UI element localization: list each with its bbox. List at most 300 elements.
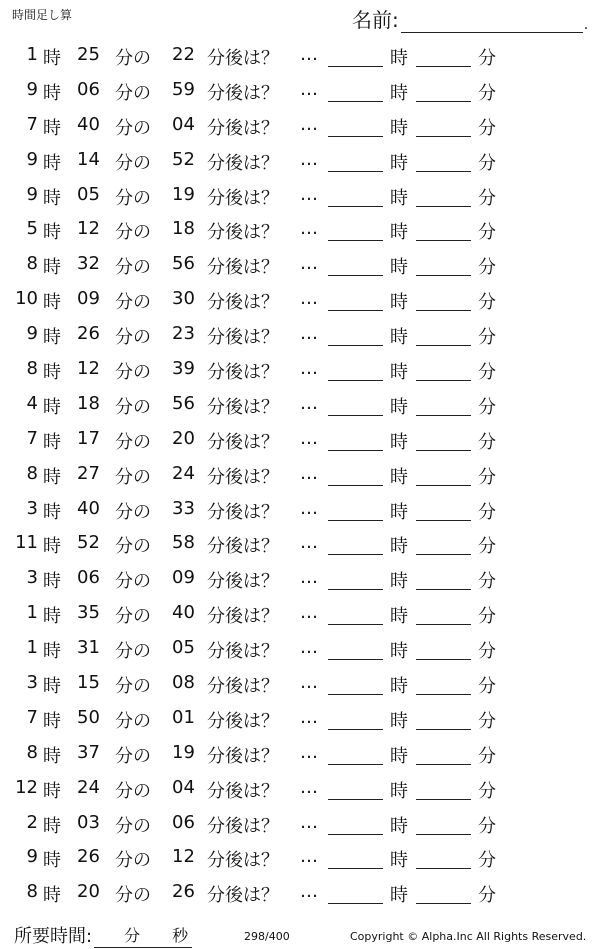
problem-minute: 09 [77, 288, 100, 310]
added-minutes: 52 [172, 148, 195, 170]
minutes-after-label: 分後は？ [207, 222, 279, 244]
answer-minute-blank[interactable] [416, 321, 471, 346]
problem-row [0, 668, 600, 703]
answer-hour-label: 時 [390, 676, 408, 698]
problem-minute: 05 [77, 183, 100, 205]
problem-row [0, 563, 600, 598]
answer-hour-label: 時 [390, 885, 408, 907]
problem-minute: 40 [77, 497, 100, 519]
answer-minute-blank[interactable] [416, 879, 471, 904]
added-minutes: 20 [172, 427, 195, 449]
added-minutes: 09 [172, 567, 195, 589]
minutes-after-label: 分後は？ [207, 710, 279, 732]
problem-hour: 1 [26, 602, 38, 624]
problem-minute: 37 [77, 741, 100, 763]
answer-hour-blank[interactable] [328, 670, 383, 695]
answer-minute-label: 分 [478, 710, 496, 732]
answer-hour-label: 時 [390, 222, 408, 244]
hour-label: 時 [43, 362, 61, 384]
minutes-after-label: 分後は？ [207, 501, 279, 523]
answer-hour-blank[interactable] [328, 600, 383, 625]
minutes-after-label: 分後は？ [207, 362, 279, 384]
problem-row [0, 877, 600, 912]
minutes-after-label: 分後は？ [207, 885, 279, 907]
minute-of-label: 分の [115, 641, 151, 663]
problem-minute: 40 [77, 113, 100, 135]
ellipsis: … [300, 776, 318, 798]
minutes-after-label: 分後は？ [207, 327, 279, 349]
problem-hour: 3 [26, 672, 38, 694]
answer-hour-blank[interactable] [328, 530, 383, 555]
answer-minute-label: 分 [478, 396, 496, 418]
minutes-after-label: 分後は？ [207, 780, 279, 802]
minutes-after-label: 分後は？ [207, 536, 279, 558]
minutes-after-label: 分後は？ [207, 431, 279, 453]
answer-hour-label: 時 [390, 152, 408, 174]
minute-of-label: 分の [115, 292, 151, 314]
problem-hour: 9 [26, 846, 38, 868]
added-minutes: 19 [172, 183, 195, 205]
minute-of-label: 分の [115, 676, 151, 698]
answer-minute-blank[interactable] [416, 565, 471, 590]
answer-hour-blank[interactable] [328, 112, 383, 137]
problem-hour: 1 [26, 44, 38, 65]
problem-hour: 8 [26, 358, 38, 380]
footer [0, 918, 600, 949]
added-minutes: 06 [172, 811, 195, 833]
answer-minute-label: 分 [478, 187, 496, 209]
minute-of-label: 分の [115, 257, 151, 279]
problem-minute: 18 [77, 392, 100, 414]
hour-label: 時 [43, 466, 61, 488]
ellipsis: … [300, 288, 318, 310]
answer-hour-label: 時 [390, 745, 408, 767]
answer-minute-label: 分 [478, 222, 496, 244]
problem-hour: 7 [26, 706, 38, 728]
hour-label: 時 [43, 641, 61, 663]
minutes-after-label: 分後は？ [207, 292, 279, 314]
minutes-after-label: 分後は？ [207, 745, 279, 767]
minutes-after-label: 分後は？ [207, 571, 279, 593]
problem-minute: 25 [77, 44, 100, 65]
problem-row [0, 75, 600, 110]
answer-minute-blank[interactable] [416, 112, 471, 137]
added-minutes: 59 [172, 78, 195, 100]
ellipsis: … [300, 218, 318, 240]
answer-hour-label: 時 [390, 82, 408, 104]
problem-hour: 9 [26, 78, 38, 100]
answer-minute-label: 分 [478, 48, 496, 69]
problem-minute: 27 [77, 462, 100, 484]
answer-hour-label: 時 [390, 431, 408, 453]
name-label: 名前: [352, 8, 399, 32]
ellipsis: … [300, 183, 318, 205]
minute-of-label: 分の [115, 48, 151, 69]
answer-hour-label: 時 [390, 396, 408, 418]
answer-minute-blank[interactable] [416, 775, 471, 800]
answer-hour-blank[interactable] [328, 705, 383, 730]
answer-minute-label: 分 [478, 82, 496, 104]
answer-hour-blank[interactable] [328, 42, 383, 67]
answer-minute-blank[interactable] [416, 77, 471, 102]
answer-hour-blank[interactable] [328, 147, 383, 172]
required-time-input-line[interactable] [94, 925, 192, 948]
hour-label: 時 [43, 187, 61, 209]
minute-of-label: 分の [115, 501, 151, 523]
answer-minute-label: 分 [478, 152, 496, 174]
minutes-after-label: 分後は？ [207, 257, 279, 279]
problem-minute: 06 [77, 78, 100, 100]
hour-label: 時 [43, 676, 61, 698]
ellipsis: … [300, 846, 318, 868]
problem-minute: 06 [77, 567, 100, 589]
copyright: Copyright © Alpha.Inc All Rights Reserved. [350, 930, 587, 943]
problem-row [0, 354, 600, 389]
worksheet-title: 時間足し算 [12, 8, 73, 22]
added-minutes: 56 [172, 253, 195, 275]
minute-of-label: 分の [115, 745, 151, 767]
ellipsis: … [300, 148, 318, 170]
answer-hour-label: 時 [390, 117, 408, 139]
added-minutes: 24 [172, 462, 195, 484]
problem-hour: 10 [15, 288, 38, 310]
answer-minute-label: 分 [478, 501, 496, 523]
added-minutes: 19 [172, 741, 195, 763]
problem-hour: 4 [26, 392, 38, 414]
problem-minute: 31 [77, 637, 100, 659]
answer-minute-blank[interactable] [416, 496, 471, 521]
minute-of-label: 分の [115, 466, 151, 488]
answer-minute-label: 分 [478, 292, 496, 314]
minute-of-label: 分の [115, 396, 151, 418]
answer-hour-label: 時 [390, 257, 408, 279]
ellipsis: … [300, 881, 318, 903]
added-minutes: 18 [172, 218, 195, 240]
problem-row [0, 214, 600, 249]
answer-hour-blank[interactable] [328, 356, 383, 381]
ellipsis: … [300, 253, 318, 275]
answer-minute-blank[interactable] [416, 740, 471, 765]
problem-row [0, 424, 600, 459]
answer-hour-blank[interactable] [328, 565, 383, 590]
answer-minute-label: 分 [478, 536, 496, 558]
problem-minute: 14 [77, 148, 100, 170]
answer-minute-label: 分 [478, 815, 496, 837]
name-field-area [352, 4, 588, 33]
answer-minute-label: 分 [478, 117, 496, 139]
problem-hour: 9 [26, 148, 38, 170]
minutes-after-label: 分後は？ [207, 641, 279, 663]
answer-minute-label: 分 [478, 257, 496, 279]
hour-label: 時 [43, 292, 61, 314]
hour-label: 時 [43, 82, 61, 104]
problem-row [0, 598, 600, 633]
problem-hour: 11 [15, 532, 38, 554]
problem-hour: 8 [26, 253, 38, 275]
added-minutes: 22 [172, 44, 195, 65]
ellipsis: … [300, 462, 318, 484]
answer-hour-label: 時 [390, 815, 408, 837]
hour-label: 時 [43, 710, 61, 732]
answer-minute-blank[interactable] [416, 705, 471, 730]
problem-minute: 26 [77, 323, 100, 345]
problem-minute: 12 [77, 218, 100, 240]
hour-label: 時 [43, 117, 61, 139]
answer-hour-blank[interactable] [328, 77, 383, 102]
hour-label: 時 [43, 396, 61, 418]
problem-row [0, 459, 600, 494]
answer-minute-blank[interactable] [416, 147, 471, 172]
answer-minute-blank[interactable] [416, 356, 471, 381]
problem-hour: 9 [26, 183, 38, 205]
answer-minute-label: 分 [478, 641, 496, 663]
problem-row [0, 494, 600, 529]
answer-minute-blank[interactable] [416, 461, 471, 486]
added-minutes: 12 [172, 846, 195, 868]
answer-hour-label: 時 [390, 362, 408, 384]
hour-label: 時 [43, 327, 61, 349]
minute-of-label: 分の [115, 780, 151, 802]
answer-hour-blank[interactable] [328, 391, 383, 416]
problem-hour: 2 [26, 811, 38, 833]
answer-minute-label: 分 [478, 606, 496, 628]
answer-hour-blank[interactable] [328, 844, 383, 869]
answer-minute-label: 分 [478, 571, 496, 593]
answer-hour-label: 時 [390, 327, 408, 349]
problem-hour: 7 [26, 113, 38, 135]
answer-minute-blank[interactable] [416, 182, 471, 207]
problem-row [0, 110, 600, 145]
answer-minute-blank[interactable] [416, 810, 471, 835]
minute-of-label: 分の [115, 117, 151, 139]
required-time [14, 922, 192, 948]
answer-minute-blank[interactable] [416, 42, 471, 67]
problem-hour: 7 [26, 427, 38, 449]
problem-minute: 17 [77, 427, 100, 449]
answer-minute-label: 分 [478, 676, 496, 698]
answer-minute-blank[interactable] [416, 530, 471, 555]
problem-minute: 52 [77, 532, 100, 554]
answer-minute-blank[interactable] [416, 670, 471, 695]
minutes-after-label: 分後は？ [207, 187, 279, 209]
problem-row [0, 145, 600, 180]
minutes-after-label: 分後は？ [207, 466, 279, 488]
problem-row [0, 40, 600, 75]
answer-minute-label: 分 [478, 327, 496, 349]
answer-hour-blank[interactable] [328, 251, 383, 276]
hour-label: 時 [43, 850, 61, 872]
hour-label: 時 [43, 257, 61, 279]
hour-label: 時 [43, 152, 61, 174]
minutes-after-label: 分後は？ [207, 82, 279, 104]
problem-hour: 8 [26, 741, 38, 763]
answer-hour-label: 時 [390, 187, 408, 209]
hour-label: 時 [43, 48, 61, 69]
answer-minute-label: 分 [478, 362, 496, 384]
problem-minute: 35 [77, 602, 100, 624]
problem-row [0, 738, 600, 773]
answer-hour-blank[interactable] [328, 879, 383, 904]
minutes-after-label: 分後は？ [207, 815, 279, 837]
minute-of-label: 分の [115, 815, 151, 837]
hour-label: 時 [43, 571, 61, 593]
answer-hour-label: 時 [390, 606, 408, 628]
ellipsis: … [300, 358, 318, 380]
added-minutes: 01 [172, 706, 195, 728]
answer-minute-label: 分 [478, 431, 496, 453]
answer-minute-label: 分 [478, 885, 496, 907]
added-minutes: 23 [172, 323, 195, 345]
answer-hour-blank[interactable] [328, 216, 383, 241]
answer-hour-label: 時 [390, 536, 408, 558]
problem-row [0, 319, 600, 354]
answer-minute-blank[interactable] [416, 251, 471, 276]
answer-minute-blank[interactable] [416, 844, 471, 869]
problem-row [0, 773, 600, 808]
minutes-after-label: 分後は？ [207, 48, 279, 69]
problem-hour: 5 [26, 218, 38, 240]
page-number: 298/400 [244, 930, 290, 943]
ellipsis: … [300, 637, 318, 659]
answer-minute-label: 分 [478, 466, 496, 488]
problem-minute: 20 [77, 881, 100, 903]
added-minutes: 56 [172, 392, 195, 414]
ellipsis: … [300, 392, 318, 414]
problem-minute: 15 [77, 672, 100, 694]
added-minutes: 33 [172, 497, 195, 519]
problem-hour: 8 [26, 881, 38, 903]
problem-row [0, 389, 600, 424]
answer-minute-blank[interactable] [416, 286, 471, 311]
added-minutes: 58 [172, 532, 195, 554]
answer-hour-blank[interactable] [328, 740, 383, 765]
answer-minute-blank[interactable] [416, 391, 471, 416]
answer-hour-blank[interactable] [328, 775, 383, 800]
added-minutes: 04 [172, 776, 195, 798]
minutes-unit: 分 [124, 926, 141, 945]
answer-minute-blank[interactable] [416, 426, 471, 451]
minute-of-label: 分の [115, 222, 151, 244]
hour-label: 時 [43, 606, 61, 628]
ellipsis: … [300, 706, 318, 728]
answer-hour-blank[interactable] [328, 635, 383, 660]
name-input-line[interactable] [401, 12, 583, 33]
answer-hour-label: 時 [390, 466, 408, 488]
ellipsis: … [300, 44, 318, 65]
answer-hour-label: 時 [390, 850, 408, 872]
added-minutes: 08 [172, 672, 195, 694]
answer-minute-label: 分 [478, 745, 496, 767]
problem-hour: 3 [26, 497, 38, 519]
answer-minute-blank[interactable] [416, 635, 471, 660]
ellipsis: … [300, 323, 318, 345]
answer-minute-blank[interactable] [416, 600, 471, 625]
answer-hour-label: 時 [390, 48, 408, 69]
hour-label: 時 [43, 536, 61, 558]
minute-of-label: 分の [115, 606, 151, 628]
ellipsis: … [300, 672, 318, 694]
problem-minute: 24 [77, 776, 100, 798]
hour-label: 時 [43, 885, 61, 907]
problem-minute: 12 [77, 358, 100, 380]
answer-hour-label: 時 [390, 710, 408, 732]
added-minutes: 05 [172, 637, 195, 659]
answer-hour-label: 時 [390, 780, 408, 802]
ellipsis: … [300, 811, 318, 833]
problem-minute: 32 [77, 253, 100, 275]
hour-label: 時 [43, 815, 61, 837]
problem-row [0, 808, 600, 843]
problem-row [0, 180, 600, 215]
problem-minute: 50 [77, 706, 100, 728]
added-minutes: 26 [172, 881, 195, 903]
minutes-after-label: 分後は？ [207, 676, 279, 698]
minute-of-label: 分の [115, 431, 151, 453]
answer-hour-blank[interactable] [328, 461, 383, 486]
problem-minute: 03 [77, 811, 100, 833]
ellipsis: … [300, 602, 318, 624]
minutes-after-label: 分後は？ [207, 396, 279, 418]
answer-hour-blank[interactable] [328, 496, 383, 521]
minute-of-label: 分の [115, 710, 151, 732]
answer-hour-label: 時 [390, 641, 408, 663]
hour-label: 時 [43, 222, 61, 244]
answer-hour-label: 時 [390, 292, 408, 314]
problem-row [0, 633, 600, 668]
answer-hour-blank[interactable] [328, 426, 383, 451]
name-dot: . [583, 17, 589, 33]
seconds-unit: 秒 [172, 926, 189, 945]
problem-hour: 9 [26, 323, 38, 345]
hour-label: 時 [43, 745, 61, 767]
ellipsis: … [300, 113, 318, 135]
minutes-after-label: 分後は？ [207, 850, 279, 872]
hour-label: 時 [43, 780, 61, 802]
added-minutes: 40 [172, 602, 195, 624]
problem-hour: 3 [26, 567, 38, 589]
minute-of-label: 分の [115, 187, 151, 209]
minute-of-label: 分の [115, 152, 151, 174]
minute-of-label: 分の [115, 571, 151, 593]
answer-hour-label: 時 [390, 501, 408, 523]
minutes-after-label: 分後は？ [207, 117, 279, 139]
minute-of-label: 分の [115, 850, 151, 872]
answer-hour-blank[interactable] [328, 321, 383, 346]
problem-row [0, 842, 600, 877]
problem-hour: 12 [15, 776, 38, 798]
problem-row [0, 528, 600, 563]
answer-hour-label: 時 [390, 571, 408, 593]
problem-row [0, 284, 600, 319]
minute-of-label: 分の [115, 82, 151, 104]
answer-minute-label: 分 [478, 850, 496, 872]
required-time-label: 所要時間: [14, 926, 93, 947]
added-minutes: 39 [172, 358, 195, 380]
answer-minute-label: 分 [478, 780, 496, 802]
ellipsis: … [300, 78, 318, 100]
answer-hour-blank[interactable] [328, 182, 383, 207]
answer-hour-blank[interactable] [328, 286, 383, 311]
ellipsis: … [300, 497, 318, 519]
answer-minute-blank[interactable] [416, 216, 471, 241]
answer-hour-blank[interactable] [328, 810, 383, 835]
minutes-after-label: 分後は？ [207, 606, 279, 628]
problem-row [0, 703, 600, 738]
hour-label: 時 [43, 501, 61, 523]
problem-row [0, 249, 600, 284]
hour-label: 時 [43, 431, 61, 453]
minute-of-label: 分の [115, 327, 151, 349]
